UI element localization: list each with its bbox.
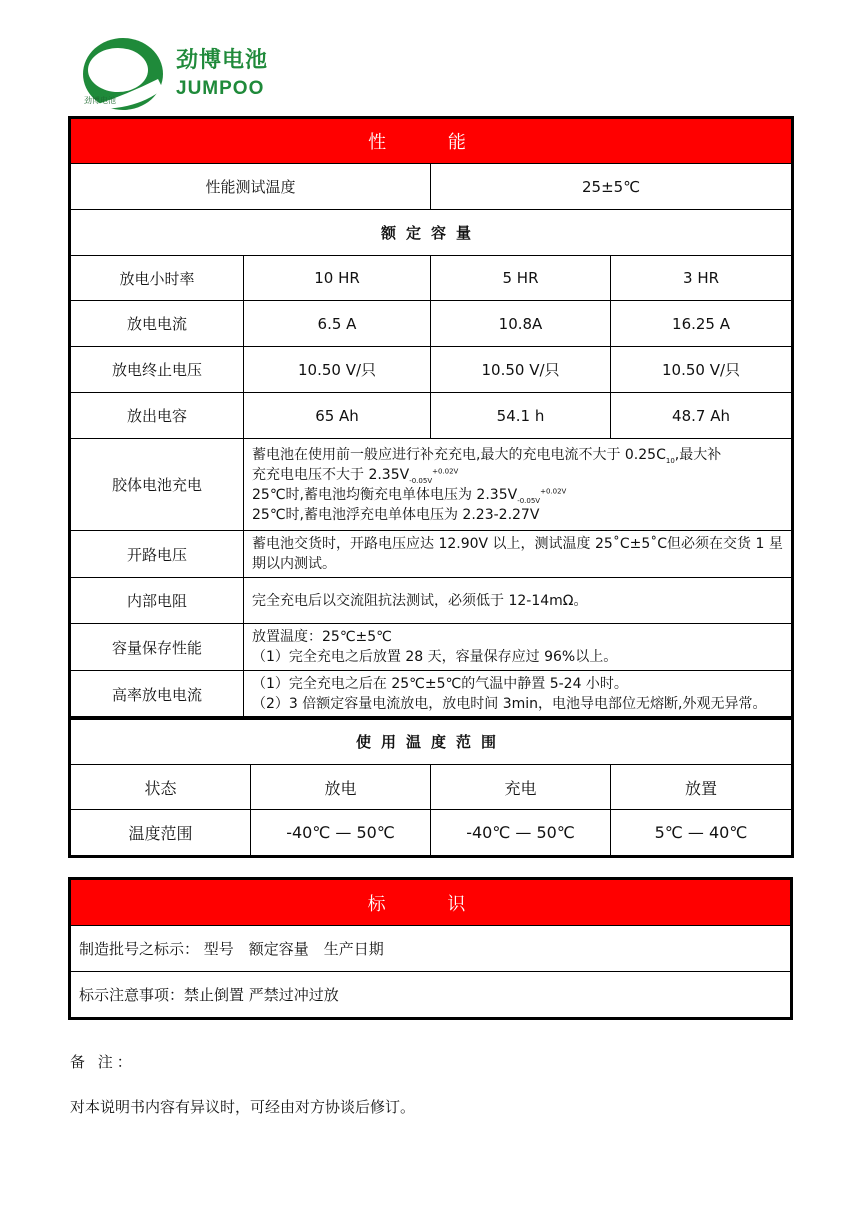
gel-line-1-end: ,最大补: [674, 446, 722, 463]
temp-range-header: 使用温度范围: [71, 719, 792, 765]
cell: 5℃ — 40℃: [611, 810, 792, 856]
cell: 10.50 V/只: [244, 347, 431, 393]
row-label: 放电电流: [71, 301, 244, 347]
document-body: [70, 118, 791, 1117]
marking-table: [70, 879, 791, 1018]
row-label: 放出电容: [71, 393, 244, 439]
table-row: [71, 301, 792, 347]
ocv-label: 开路电压: [71, 531, 244, 578]
gel-sub: 10: [665, 456, 675, 465]
cell: 10.50 V/只: [611, 347, 792, 393]
gel-line-1: 蓄电池在使用前一般应进行补充充电,最大的充电电流不大于 0.25C: [252, 446, 666, 463]
cell: -40℃ — 50℃: [431, 810, 611, 856]
cell: 16.25 A: [611, 301, 792, 347]
marking-header: 标 识: [71, 880, 791, 926]
retention-line: 放置温度：25℃±5℃: [252, 629, 392, 645]
cell: 65 Ah: [244, 393, 431, 439]
performance-table: [70, 118, 792, 718]
table-row: [71, 393, 792, 439]
gel-charge-label: 胶体电池充电: [71, 439, 244, 531]
col-header: 放置: [611, 765, 792, 810]
retention-line: （1）完全充电之后放置 28 天，容量保存应过 96%以上。: [252, 649, 618, 665]
marking-row: 标示注意事项：禁止倒置 严禁过冲过放: [71, 972, 791, 1018]
ir-label: 内部电阻: [71, 578, 244, 624]
gel-line-2: 充充电电压不大于 2.35V: [252, 466, 410, 483]
table-row: [71, 347, 792, 393]
tol-sub: -0.05V: [517, 496, 541, 505]
cell: 3 HR: [611, 256, 792, 301]
row-label: 放电终止电压: [71, 347, 244, 393]
ocv-text: 蓄电池交货时，开路电压应达 12.90V 以上，测试温度 25˚C±5˚C但必须在交货 1 星期以内测试。: [244, 531, 792, 578]
table-row: [71, 256, 792, 301]
notes-label: 备 注：: [70, 1053, 136, 1071]
cell: 6.5 A: [244, 301, 431, 347]
cell: 5 HR: [431, 256, 611, 301]
ir-text: 完全充电后以交流阻抗法测试，必须低于 12-14mΩ。: [244, 578, 792, 624]
performance-header: 性 能: [71, 119, 792, 164]
gel-line-4: 25℃时,蓄电池浮充电单体电压为 2.23-2.27V: [252, 506, 540, 523]
highrate-line: （1）完全充电之后在 25℃±5℃的气温中静置 5-24 小时。: [252, 676, 628, 692]
gel-line-3: 25℃时,蓄电池均衡充电单体电压为 2.35V: [252, 486, 518, 503]
marking-row: 制造批号之标示： 型号 额定容量 生产日期: [71, 926, 791, 972]
row-label: 放电小时率: [71, 256, 244, 301]
notes-text: 对本说明书内容有异议时，可经由对方协谈后修订。: [70, 1098, 416, 1116]
gel-charge-text: [244, 439, 792, 531]
tol-sub: -0.05V: [409, 476, 433, 485]
col-header: 状态: [71, 765, 251, 810]
tol-sup: +0.02V: [432, 466, 459, 475]
brand-name-cn: 劲博电池: [176, 48, 269, 73]
brand-name-en: JUMPOO: [176, 78, 265, 99]
retention-label: 容量保存性能: [71, 624, 244, 671]
cell: 48.7 Ah: [611, 393, 792, 439]
col-header: 放电: [251, 765, 431, 810]
cell: 54.1 h: [431, 393, 611, 439]
test-temp-label: 性能测试温度: [71, 164, 431, 210]
row-label: 温度范围: [71, 810, 251, 856]
cell: -40℃ — 50℃: [251, 810, 431, 856]
highrate-line: （2）3 倍额定容量电流放电，放电时间 3min，电池导电部位无熔断,外观无异常。: [252, 696, 767, 712]
retention-text: [244, 624, 792, 671]
temp-range-table: [70, 718, 792, 856]
rated-capacity-header: 额定容量: [71, 210, 792, 256]
cell: 10 HR: [244, 256, 431, 301]
highrate-text: [244, 671, 792, 718]
col-header: 充电: [431, 765, 611, 810]
tol-sup: +0.02V: [540, 486, 567, 495]
cell: 10.8A: [431, 301, 611, 347]
highrate-label: 高率放电电流: [71, 671, 244, 718]
cell: 10.50 V/只: [431, 347, 611, 393]
test-temp-value: 25±5℃: [431, 164, 792, 210]
emblem-text: 劲博电池: [84, 96, 116, 105]
